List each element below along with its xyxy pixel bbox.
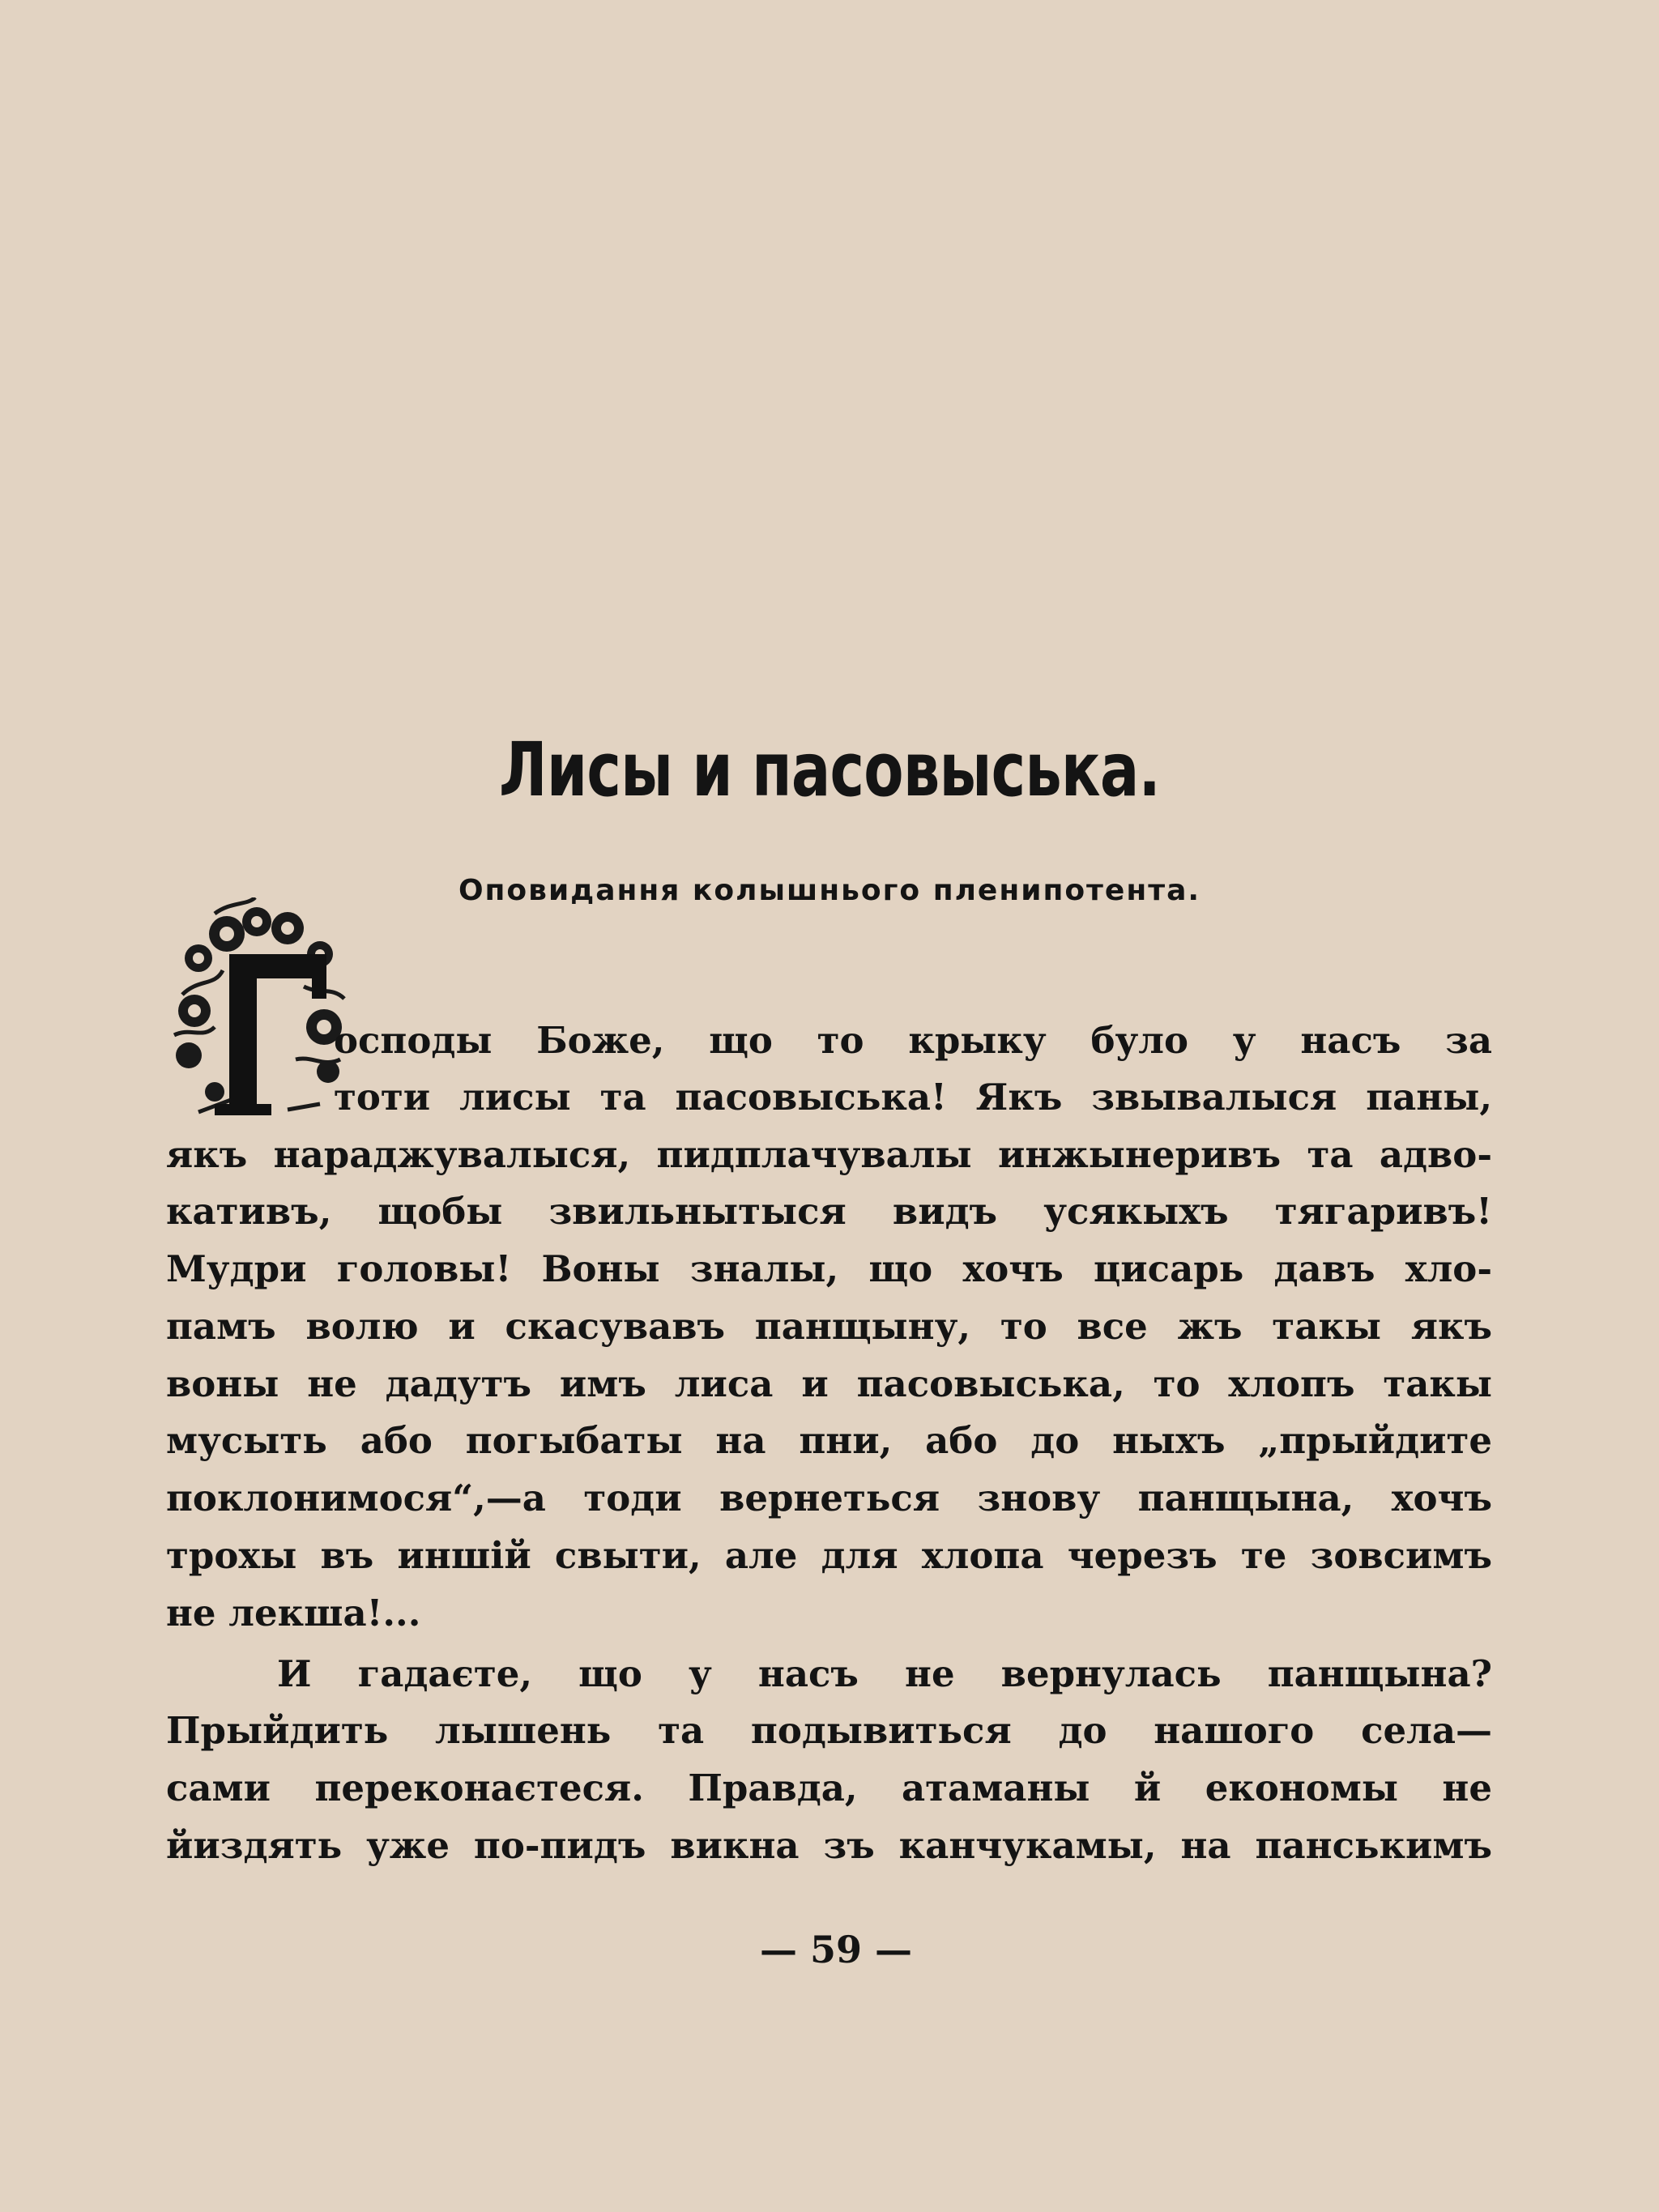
decorative-initial — [166, 897, 352, 1120]
text-line: не лекша!... — [166, 1592, 421, 1634]
text-line: мусыть або погыбаты на пни, або до ныхъ „прыйдите — [166, 1419, 1492, 1462]
subtitle: Оповидання колышнього пленипотента. — [458, 874, 1201, 907]
page-title: Лисы и пасовыська. — [499, 727, 1160, 813]
text-line: осподы Боже, що то крыку було у насъ за — [334, 1019, 1492, 1062]
text-line: тоти лисы та пасовыська! Якъ звывалыся паны, — [334, 1076, 1492, 1119]
text-line: якъ нараджувалыся, пидплачувалы инжынеривъ та адво- — [166, 1133, 1492, 1176]
text-line: кативъ, щобы звильнытыся видъ усякыхъ тягаривъ! — [166, 1190, 1492, 1233]
text-line: Прыйдить лышень та подывиться до нашого села— — [166, 1709, 1492, 1752]
text-line: поклонимося“,—а тоди вернеться знову панщына, хочъ — [166, 1477, 1492, 1519]
floral-initial-g-icon — [166, 897, 352, 1120]
text-line: йиздять уже по-пидъ викна зъ канчукамы, на панськимъ — [166, 1824, 1492, 1867]
text-line: памъ волю и скасувавъ панщыну, то все жъ такы якъ — [166, 1305, 1492, 1348]
text-line: Мудри головы! Воны зналы, що хочъ цисарь давъ хло- — [166, 1247, 1492, 1290]
text-line: И гадаєте, що у насъ не вернулась панщына? — [277, 1652, 1492, 1695]
page-number: — 59 — — [759, 1928, 913, 1971]
text-line: сами переконаєтеся. Правда, атаманы й економы не — [166, 1767, 1492, 1809]
text-line: трохы въ иншій свыти, але для хлопа черезъ те зовсимъ — [166, 1534, 1492, 1577]
text-line: воны не дадутъ имъ лиса и пасовыська, то хлопъ такы — [166, 1362, 1492, 1405]
